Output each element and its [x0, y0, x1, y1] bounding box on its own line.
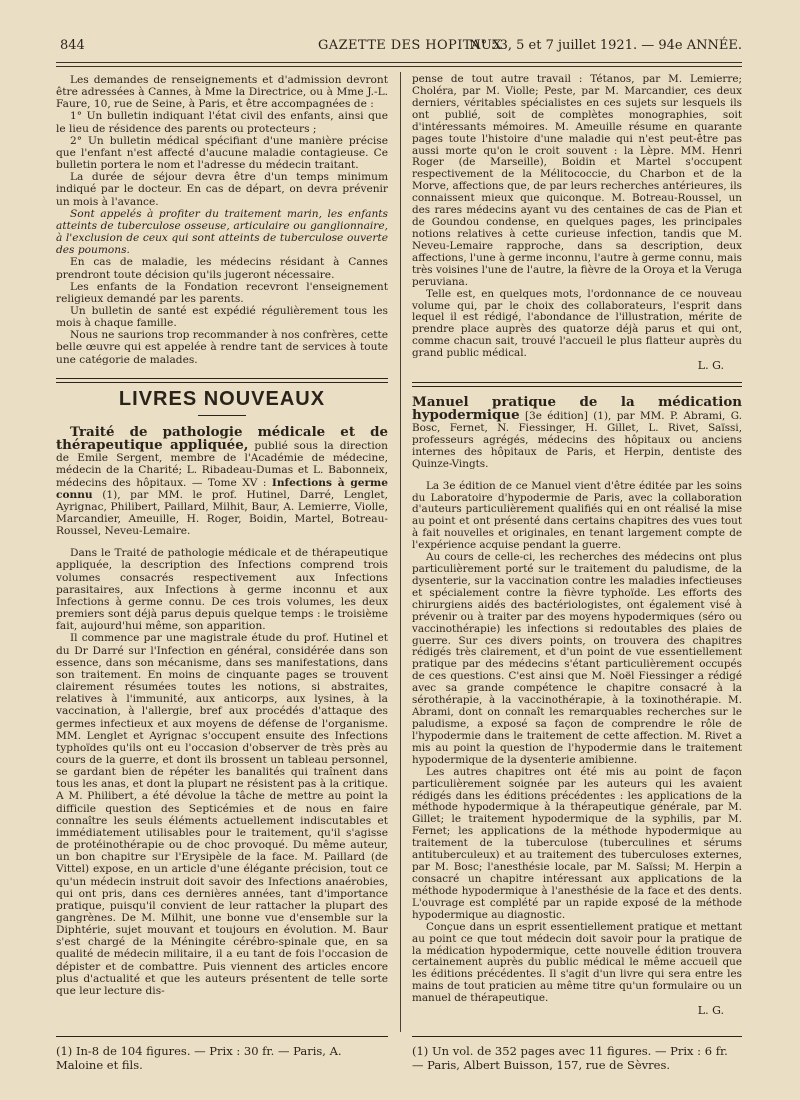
- footnote-rule: [56, 1036, 388, 1037]
- left-column: [56, 74, 388, 997]
- paragraph: En cas de maladie, les médecins résidant à Cannes prendront toute décision qu'ils jugeront nécessaire.: [56, 256, 388, 281]
- page-header: [56, 34, 742, 56]
- paragraph: Nous ne saurions trop recommander à nos confrères, cette belle œuvre qui est appelée à rendre tant de services à toute une catégorie de malades.: [56, 329, 388, 366]
- paragraph: Au cours de celle-ci, les recherches des médecins ont plus particulièrement porté sur le traitement du paludisme, de la dysenterie, sur la vaccination contre les maladies infectieuses et spécialement contre la fièvre typhoïde. Les efforts des chirurgiens aidés des bactériologistes, ont également visé à prévenir ou à traiter par des moyens hypodermiques (séro ou vaccinothérapie) les infections si redoutables des plaies de guerre. Sur ces divers points, on trouvera des chapitres rédigés très clairement, et d'un point de vue essentiellement pratique par des médecins s'étant particulièrement occupés de ces questions. C'est ainsi que M. Noël Fiessinger a rédigé avec sa grande compétence le chapitre consacré à la sérothérapie, à la vaccinothérapie, à la toxinothérapie. M. Abrami, dont on connaît les remarquables recherches sur le paludisme, a exposé sa façon de comprendre le rôle de l'hypodermie dans le traitement de cette affection. M. Rivet a mis au point la question de l'hypodermie dans le traitement hypodermique de la dysenterie amibienne.: [412, 551, 742, 766]
- paragraph: La 3e édition de ce Manuel vient d'être éditée par les soins du Laboratoire d'hypodermie de Paris, avec la collaboration d'auteurs particulièrement qualifiés qui en ont réalisé la mise au point et ont présenté dans certains chapitres des vues tout à fait nouvelles et originales, en tenant largement compte de l'expérience acquise pendant la guerre.: [412, 479, 742, 552]
- section-rule-short: [198, 415, 246, 416]
- paragraph: Conçue dans un esprit essentiellement pratique et mettant au point ce que tout médecin doit savoir pour la pratique de la médication hypodermique, cette nouvelle édition trouvera certainement auprès du public médical le même accueil que les éditions précédentes. Il s'agit d'un livre qui sera entre les mains de tout praticien au même titre qu'un formulaire ou un manuel de thérapeutique.: [412, 920, 742, 1005]
- book-title: Traité de pathologie médicale et de thérapeutique appliquée,: [56, 423, 388, 454]
- page-number: 844: [60, 38, 85, 53]
- book-authors: (1), par MM. le prof. Hutinel, Darré, Lenglet, Ayrignac, Philibert, Paillard, Milhit, Baur, A. Lemierre, Violle, Marcandier, Ameuille, H. Roger, Boidin, Martel, Botreau-Roussel, Neveu-Lemaire.: [56, 488, 388, 538]
- footnote: (1) In-8 de 104 figures. — Prix : 30 fr. — Paris, A. Maloine et fils.: [56, 1044, 342, 1072]
- paragraph: 2° Un bulletin médical spécifiant d'une manière précise que l'enfant n'est affecté d'aucune maladie contagieuse. Ce bulletin portera le nom et l'adresse du médecin traitant.: [56, 134, 388, 172]
- paragraph: Il commence par une magistrale étude du prof. Hutinel et du Dr Darré sur l'Infection en général, considérée dans son essence, dans son mécanisme, dans ses manifestations, dans son traitement. En moins de cinquante pages se trouvent clairement résumées toutes les notions, si abstraites, relatives à l'immunité, aux anticorps, aux lysines, à la vaccination, à l'allergie, bref aux procédés d'attaque des germes infectieux et aux moyens de défense de l'organisme. MM. Lenglet et Ayrignac s'occupent ensuite des Infections typhoïdes qu'ils ont eu l'occasion d'observer de très près au cours de la guerre, et dont ils brossent un tableau personnel, se gardant bien de répéter les banalités qui traînent dans tous les anas, et dont la plupart ne résistent pas à la critique. A M. Philibert, a été dévolue la tâche de mettre au point la difficile question des Septicémies et de nous en faire connaître les seuls éléments actuellement indiscutables et immédiatement utilisables pour le traitement, qu'il s'agisse de protéinothérapie ou de choc provoqué. Du même auteur, un bon chapitre sur l'Erysipèle de la face. M. Paillard (de Vittel) expose, en un article d'une élégante précision, tout ce qu'un médecin instruit doit savoir des Infections anaérobies, qui ont pris, dans ces dernières années, tant d'importance pratique, puisqu'il convient de leur rattacher la plupart des gangrènes. De M. Milhit, une bonne vue d'ensemble sur la Diphtérie, sujet mouvant et toujours en évolution. M. Baur s'est chargé de la Méningite cérébro-spinale que, en sa qualité de médecin militaire, il a eu tant de fois l'occasion de dépister et de combattre. Puis viennent des articles encore plus d'actualité et que les auteurs présentent de telle sorte que leur lecture dis-: [56, 632, 388, 997]
- book-tome: Infections à germe connu: [56, 476, 389, 501]
- signature: L. G.: [697, 1004, 724, 1018]
- paragraph: Dans le Traité de pathologie médicale et de thérapeutique appliquée, la description des Infections comprend trois volumes consacrés respectivement aux Infections parasitaires, aux Infections à germe inconnu et aux Infections à germe connu. De ces trois volumes, les deux premiers sont déjà parus depuis quelque temps : le troisième fait, aujourd'hui même, son apparition.: [56, 547, 388, 633]
- paragraph: Sont appelés à profiter du traitement marin, les enfants atteints de tuberculose osseuse, articulaire ou ganglionnaire, à l'exclusion de ceux qui sont atteints de tuberculose ouverte des poumons.: [56, 207, 388, 257]
- book-title: Manuel pratique de la médication hypodermique: [412, 394, 742, 423]
- paragraph: Telle est, en quelques mots, l'ordonnance de ce nouveau volume qui, par le choix des collaborateurs, l'esprit dans lequel il est rédigé, l'abondance de l'illustration, mérite de prendre place auprès des quatorze déjà parus et qui ont, comme chacun sait, trouvé l'accueil le plus flatteur auprès du grand public médical.: [412, 287, 742, 360]
- book-entry: [412, 394, 742, 471]
- issue-info: N° 53, 5 et 7 juillet 1921. — 94e ANNÉE.: [469, 38, 742, 53]
- header-rule: [56, 62, 742, 63]
- footnote-rule: [412, 1036, 742, 1037]
- signature: L. G.: [697, 359, 724, 373]
- section-header: [56, 378, 388, 416]
- section-title: LIVRES NOUVEAUX: [118, 387, 326, 410]
- paragraph: Les demandes de renseignements et d'admission devront être adressées à Cannes, à Mme la Directrice, ou à Mme J.-L. Faure, 10, rue de Seine, à Paris, et être accompagnées de :: [56, 74, 388, 111]
- paragraph: La durée de séjour devra être d'un temps minimum indiqué par le docteur. En cas de départ, on devra prévenir un mois à l'avance.: [56, 171, 388, 208]
- paragraph: Les enfants de la Fondation recevront l'enseignement religieux demandé par les parents.: [56, 280, 388, 305]
- paragraph: pense de tout autre travail : Tétanos, par M. Lemierre; Choléra, par M. Violle; Peste, par M. Marcandier, ces deux derniers, véritables spécialistes en ces sujets sur lesquels ils ont publié, soit de complètes monographies, soit d'intéressants mémoires. M. Ameuille résume en quarante pages toute l'histoire d'une maladie qui n'est peut-être pas aussi morte qu'on le croit souvent : la Lèpre. MM. Henri Roger (de Marseille), Boidin et Martel s'occupent respectivement de la Mélitococcie, du Charbon et de la Morve, affections que, de par leurs recherches antérieures, ils connaissent mieux que quiconque. M. Botreau-Roussel, un des rares médecins ayant vu des centaines de cas de Pian et de Goundou condense, en quelques pages, les principales notions relatives à cette curieuse infection, tandis que M. Neveu-Lemaire rapproche, dans sa description, deux affections, l'une à germe inconnu, l'autre à germe connu, mais très voisines l'une de l'autre, la fièvre de la Oroya et la Veruga peruviana.: [412, 73, 742, 288]
- paragraph: Un bulletin de santé est expédié régulièrement tous les mois à chaque famille.: [56, 304, 388, 330]
- column-divider: [400, 72, 401, 1032]
- book-description: publié sous la direction de Emile Sergent, membre de l'Académie de médecine, médecin de la Charité; L. Ribadeau-Dumas et L. Babonneix, médecins des hôpitaux. — Tome XV :: [56, 440, 389, 489]
- book-description: [3e édition] (1), par MM. P. Abrami, G. Bosc, Fernet, N. Fiessinger, H. Gillet, L. Rivet, Saïssi, professeurs agrégés, médecins des hôpitaux ou anciens internes des hôpitaux de Paris, et Herpin, dentiste des Quinze-Vingts.: [412, 409, 742, 470]
- header-rule-second: [56, 66, 742, 67]
- paragraph: Les autres chapitres ont été mis au point de façon particulièrement soignée par les auteurs qui les avaient rédigés dans les éditions précédentes : les applications de la méthode hypodermique à la thérapeutique générale, par M. Gillet; le traitement hypodermique de la syphilis, par M. Fernet; les applications de la méthode hypodermique au traitement de la tuberculose (tuberculines et sérums antituberculeux) et au traitement des tuberculoses externes, par M. Bosc; l'anesthésie locale, par M. Saïssi; M. Herpin a consacré un chapitre intéressant aux applications de la méthode hypodermique à l'anesthésie de la face et des dents. L'ouvrage est complété par un rapide exposé de la méthode hypodermique au diagnostic.: [412, 765, 742, 921]
- paragraph: 1° Un bulletin indiquant l'état civil des enfants, ainsi que le lieu de résidence des parents ou protecteurs ;: [56, 110, 388, 135]
- footnote: (1) Un vol. de 352 pages avec 11 figures. — Prix : 6 fr. — Paris, Albert Buisson, 157, rue de Sèvres.: [412, 1044, 728, 1072]
- journal-title: GAZETTE DES HOPITAUX: [318, 38, 502, 53]
- right-column: [412, 74, 742, 1017]
- book-entry: [56, 423, 389, 538]
